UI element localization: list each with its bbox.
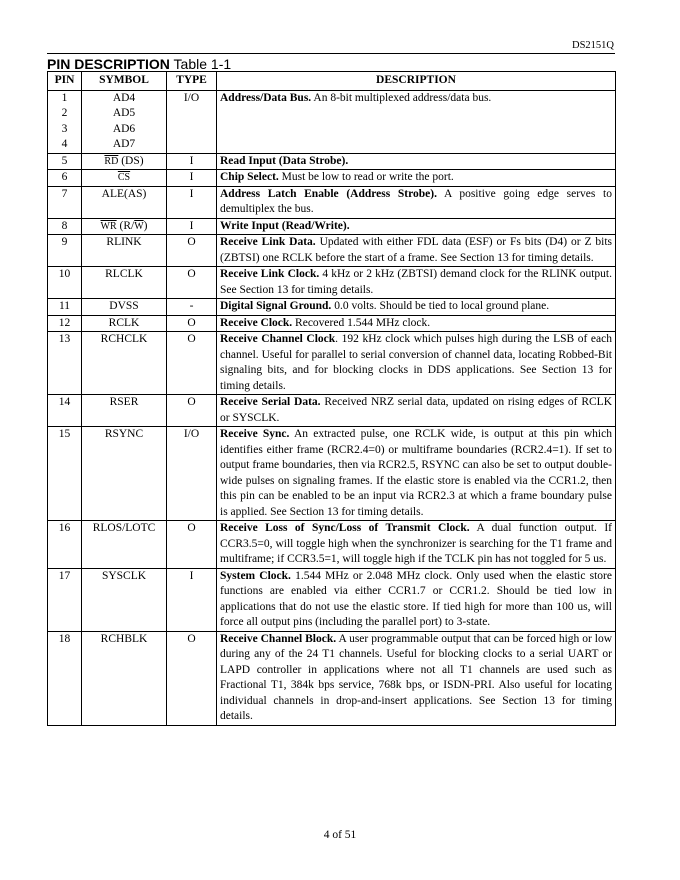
symbol-name: AD6 <box>112 122 136 135</box>
table-row <box>48 395 616 427</box>
type-cell: O <box>167 332 217 395</box>
description-heading: Receive Channel Clock <box>220 333 336 345</box>
type-cell: O <box>167 235 217 267</box>
symbol-cell: RCHCLK <box>82 332 167 395</box>
table-row <box>48 235 616 267</box>
description-heading: Digital Signal Ground. <box>220 300 332 312</box>
pin-cell: 18 <box>48 631 82 725</box>
symbol-name: AD7 <box>112 138 136 150</box>
description-heading: Address/Data Bus. <box>220 91 312 104</box>
description-heading: Receive Channel Block. <box>220 632 337 645</box>
description-cell <box>217 395 616 427</box>
pin-cell: 12 <box>48 315 82 332</box>
description-heading: Receive Link Clock. <box>220 268 320 280</box>
type-cell: O <box>167 315 217 332</box>
table-row <box>48 427 616 521</box>
type-cell: I <box>167 153 217 170</box>
description-cell <box>217 170 616 187</box>
pin-number: 3 <box>61 122 68 135</box>
symbol-cell <box>82 153 167 170</box>
description-cell <box>217 235 616 267</box>
description-text: An 8-bit multiplexed address/data bus. <box>311 91 492 104</box>
symbol-overbar: $\overline{WR}$ <box>100 220 117 232</box>
symbol-cell: DVSS <box>82 299 167 316</box>
description-heading: Read Input (Data Strobe). <box>220 154 349 167</box>
pin-cell: 10 <box>48 267 82 299</box>
symbol-cell: RCLK <box>82 315 167 332</box>
symbol-name: ) <box>143 219 148 232</box>
table-header-row <box>48 72 616 91</box>
symbol-cell: RLINK <box>82 235 167 267</box>
description-cell <box>217 315 616 332</box>
description-cell <box>217 568 616 631</box>
description-text: 0.0 volts. Should be tied to local ground plane. <box>331 300 550 312</box>
symbol-cell: RSYNC <box>82 427 167 521</box>
symbol-cell <box>82 170 167 187</box>
description-heading: Address Latch Enable (Address Strobe). <box>220 187 437 200</box>
description-cell <box>217 299 616 316</box>
table-row <box>48 267 616 299</box>
table-title-rest: Table 1-1 <box>169 56 232 72</box>
description-cell <box>217 218 616 235</box>
symbol-overbar: $\overline{W}$ <box>134 220 144 232</box>
symbol-cell: RLCLK <box>82 267 167 299</box>
description-cell <box>217 427 616 521</box>
type-cell: I/O <box>167 90 217 153</box>
pin-cell <box>48 90 82 153</box>
description-heading: Chip Select. <box>220 171 279 183</box>
pin-cell: 13 <box>48 332 82 395</box>
table-row <box>48 186 616 218</box>
description-heading: Write Input (Read/Write). <box>220 219 350 232</box>
description-text: A user programmable output that can be forced high or low during any of the 24 T1 channels. Useful for blocking clocks to a serial UART or LAPD controller in applications where not all T1 channels are used such as Fractional T1, 384k bps service, 768k bps, or ISDN-PRI. Also useful for locating individual channels in drop-and-insert applications. See Section 13 for timing details. <box>220 632 613 722</box>
description-text: Recovered 1.544 MHz clock. <box>292 316 431 329</box>
description-text: An extracted pulse, one RCLK wide, is output at this pin which identifies either frame (RCR2.4=0) or multiframe boundaries (RCR2.4=1). If set to output frame boundaries, then via RCR2.5, RSYNC can also be set to output double-wide pulses on signaling frames. If the elastic store is enabled via the CCR1.2, then this pin can be enabled to be an input via RCR2.3 at which a frame boundary pulse is applied. See Section 13 for timing details. <box>220 428 612 518</box>
pin-number: 2 <box>61 107 68 119</box>
description-heading: Receive Sync. <box>220 428 290 440</box>
symbol-name: AD5 <box>112 107 136 119</box>
description-cell <box>217 90 616 153</box>
pin-cell: 11 <box>48 299 82 316</box>
pin-cell: 14 <box>48 395 82 427</box>
description-heading: Receive Link Data. <box>220 236 316 248</box>
description-cell <box>217 186 616 218</box>
symbol-overbar: $\overline{RD}$ <box>104 155 119 167</box>
description-cell <box>217 153 616 170</box>
description-text: . 192 kHz clock which pulses high during the LSB of each channel. Useful for parallel to serial conversion of channel data, locating Robbed-Bit signaling bits, and for blocking clocks in DDS applications. See Section 13 for timing details. <box>220 333 612 392</box>
header-symbol: SYMBOL <box>82 72 167 91</box>
table-row <box>48 568 616 631</box>
description-text: 1.544 MHz or 2.048 MHz clock. Only used when the elastic store functions are enabled via either CCR1.7 or CCR1.2. Should be tied low in applications that do not use the elastic store. If tied high for more than 100 us, will force all output pins (including the parallel port) to 3-state. <box>220 569 612 628</box>
pin-cell: 15 <box>48 427 82 521</box>
symbol-name: (R/ <box>116 219 135 232</box>
description-text: A positive going edge serves to demultiplex the bus. <box>220 187 613 215</box>
description-heading: System Clock. <box>220 569 291 582</box>
pin-cell: 8 <box>48 218 82 235</box>
symbol-cell <box>82 218 167 235</box>
pin-cell: 6 <box>48 170 82 187</box>
type-cell: I <box>167 568 217 631</box>
table-row <box>48 631 616 725</box>
table-row <box>48 218 616 235</box>
pin-cell: 16 <box>48 521 82 569</box>
description-text: A dual function output. If CCR3.5=0, will toggle high when the synchronizer is searching for the T1 frame and multiframe; if CCR3.5=1, will toggle high if the TCLK pin has not toggled for 5 us. <box>220 522 612 565</box>
symbol-name: (DS) <box>118 154 144 167</box>
type-cell: O <box>167 521 217 569</box>
pin-cell: 17 <box>48 568 82 631</box>
description-cell <box>217 267 616 299</box>
header-description: DESCRIPTION <box>217 72 616 91</box>
document-id: DS2151Q <box>571 40 614 51</box>
table-title-bold: PIN DESCRIPTION <box>47 56 170 72</box>
symbol-cell: RSER <box>82 395 167 427</box>
type-cell: I <box>167 218 217 235</box>
symbol-cell: ALE(AS) <box>82 186 167 218</box>
type-cell: O <box>167 395 217 427</box>
table-row <box>48 521 616 569</box>
table-row <box>48 299 616 316</box>
pin-number: 4 <box>61 138 68 150</box>
table-row <box>48 315 616 332</box>
symbol-overbar: $\overline{CS}$ <box>117 172 131 183</box>
header-pin: PIN <box>48 72 82 91</box>
description-cell <box>217 631 616 725</box>
symbol-cell: RLOS/LOTC <box>82 521 167 569</box>
table-row <box>48 153 616 170</box>
symbol-cell: SYSCLK <box>82 568 167 631</box>
description-cell <box>217 521 616 569</box>
pin-cell: 9 <box>48 235 82 267</box>
type-cell: I/O <box>167 427 217 521</box>
type-cell: I <box>167 170 217 187</box>
symbol-cell: RCHBLK <box>82 631 167 725</box>
symbol-cell <box>82 90 167 153</box>
table-row <box>48 90 616 153</box>
description-text: Received NRZ serial data, updated on rising edges of RCLK or SYSCLK. <box>220 396 612 424</box>
type-cell: O <box>167 267 217 299</box>
table-title <box>47 53 615 72</box>
description-text: Updated with either FDL data (ESF) or Fs bits (D4) or Z bits (ZBTSI) one RCLK before the start of a frame. See Section 13 for timing details. <box>220 236 612 264</box>
symbol-name: AD4 <box>112 91 136 104</box>
type-cell: I <box>167 186 217 218</box>
table-row <box>48 170 616 187</box>
type-cell: O <box>167 631 217 725</box>
description-heading: Receive Loss of Sync/Loss of Transmit Clock. <box>220 522 470 534</box>
description-heading: Receive Serial Data. <box>220 396 321 408</box>
description-text: Must be low to read or write the port. <box>278 171 454 183</box>
description-heading: Receive Clock. <box>220 316 293 329</box>
pin-description-table <box>47 71 616 726</box>
pin-cell: 5 <box>48 153 82 170</box>
table-row <box>48 332 616 395</box>
header-type: TYPE <box>167 72 217 91</box>
type-cell: - <box>167 299 217 316</box>
pin-cell: 7 <box>48 186 82 218</box>
description-cell <box>217 332 616 395</box>
description-text: 4 kHz or 2 kHz (ZBTSI) demand clock for the RLINK output. See Section 13 for timing details. <box>220 268 612 296</box>
pin-number: 1 <box>61 91 68 104</box>
page-number: 4 of 51 <box>323 829 357 841</box>
